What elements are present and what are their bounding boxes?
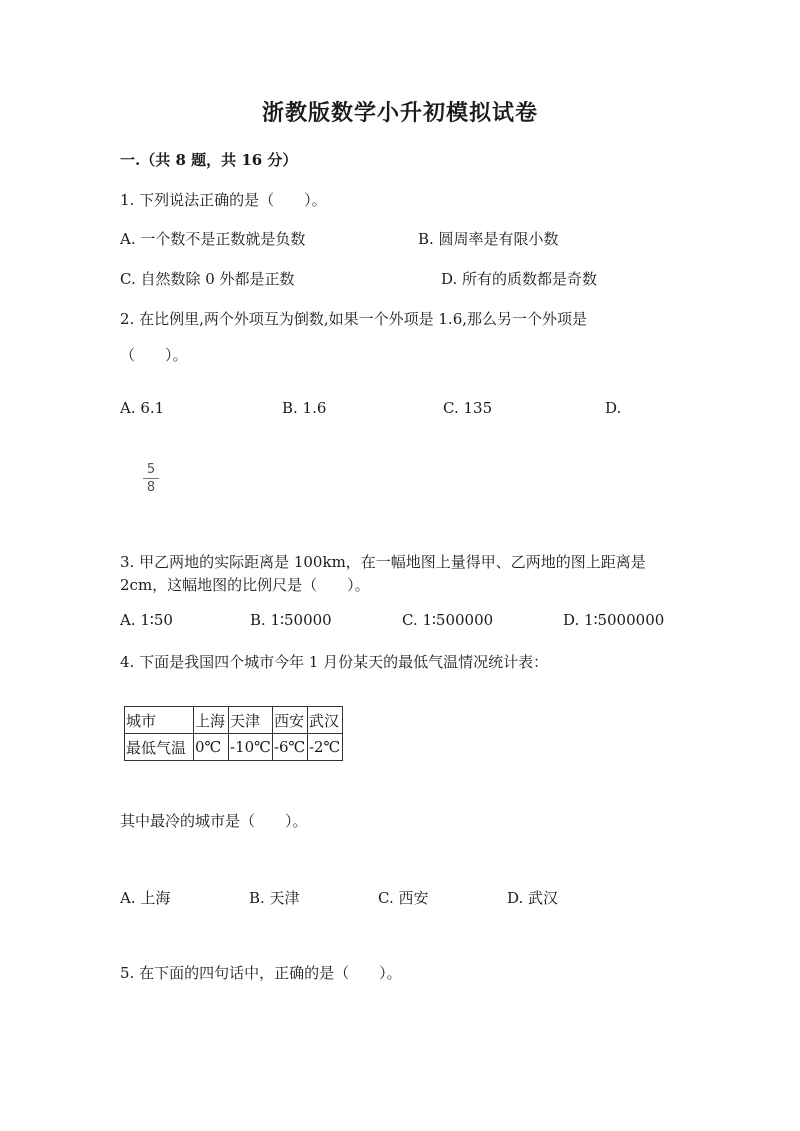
question-5-stem: 5. 在下面的四句话中，正确的是（ ）。 [120,964,402,982]
question-2-stem-line-2: （ ）。 [120,346,188,364]
question-2-option-b[interactable]: B. 1.6 [282,399,327,417]
table-header-cell: 西安 [272,707,307,734]
question-3-stem-line-2: 2cm，这幅地图的比例尺是（ ）。 [120,576,370,594]
table-header-cell: 武汉 [307,707,342,734]
question-1-stem: 1. 下列说法正确的是（ ）。 [120,191,327,209]
fraction-bar [143,478,159,479]
question-3-option-c[interactable]: C. 1∶500000 [402,611,494,629]
question-3-option-b[interactable]: B. 1∶50000 [250,611,332,629]
temperature-table [124,706,343,761]
question-3-stem-line-1: 3. 甲乙两地的实际距离是 100km，在一幅地图上量得甲、乙两地的图上距离是 [120,553,646,571]
table-header-cell: 城市 [125,707,194,734]
fraction-numerator: 5 [146,462,156,477]
page-title: 浙教版数学小升初模拟试卷 [261,100,538,126]
table-row [125,734,343,761]
table-cell: -10℃ [229,734,273,761]
question-1-option-d[interactable]: D. 所有的质数都是奇数 [441,270,598,288]
question-4-stem: 4. 下面是我国四个城市今年 1 月份某天的最低气温情况统计表： [120,653,549,671]
table-cell: -2℃ [307,734,342,761]
question-2-stem-line-1: 2. 在比例里,两个外项互为倒数,如果一个外项是 1.6,那么另一个外项是 [120,310,588,328]
question-3-option-a[interactable]: A. 1∶50 [120,611,173,629]
question-2-option-a[interactable]: A. 6.1 [120,399,165,417]
table-header-cell: 天津 [229,707,273,734]
question-4-option-b[interactable]: B. 天津 [249,889,300,907]
question-2-option-d[interactable]: D. [605,399,622,417]
question-4-question: 其中最冷的城市是（ ）。 [120,812,308,830]
question-4-option-a[interactable]: A. 上海 [120,889,171,907]
question-1-option-c[interactable]: C. 自然数除 0 外都是正数 [120,270,295,288]
question-3-option-d[interactable]: D. 1∶5000000 [563,611,665,629]
question-4-option-d[interactable]: D. 武汉 [507,889,559,907]
question-4-option-c[interactable]: C. 西安 [378,889,429,907]
table-cell: 最低气温 [125,734,194,761]
question-2-option-c[interactable]: C. 135 [443,399,493,417]
question-2-option-d-fraction [143,462,159,495]
table-cell: -6℃ [272,734,307,761]
question-1-option-b[interactable]: B. 圆周率是有限小数 [418,230,559,248]
table-cell: 0℃ [194,734,229,761]
table-header-cell: 上海 [194,707,229,734]
question-1-option-a[interactable]: A. 一个数不是正数就是负数 [120,230,306,248]
fraction-denominator: 8 [146,480,156,495]
table-row [125,707,343,734]
section-heading: 一.（共 8 题，共 16 分） [120,151,298,169]
